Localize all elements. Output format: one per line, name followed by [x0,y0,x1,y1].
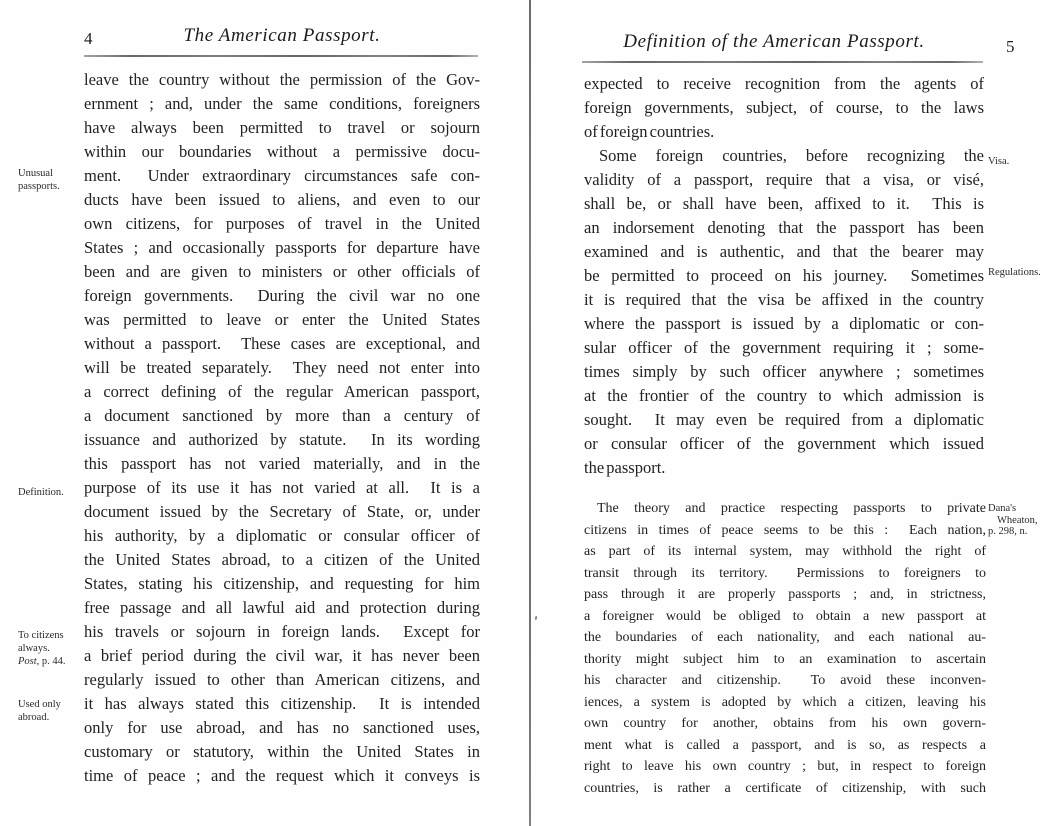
dana-note-line-1: Dana's [988,503,1017,514]
text-line: States, stating his citizenship, and requesting for him [84,574,480,593]
margin-note-definition: Definition. [18,487,64,498]
text-line: at the frontier of the country to which admission is [584,386,984,405]
text-line: his character and citizenship. To avoid these inconven- [584,673,986,688]
text-line: have always been permitted to travel or sojourn [84,118,480,137]
text-line: where the passport is issued by a diplomatic or con- [584,314,984,333]
text-line: a correct defining of the regular American passport, [84,382,480,401]
text-line: ernment ; and, under the same conditions, foreigners [84,94,480,113]
text-line: citizens in times of peace seems to be this : Each nation, [584,522,986,538]
footnote-paragraph [584,498,986,799]
text-line: it is required that the visa be affixed in the country [584,290,984,309]
body-paragraph-1 [584,72,984,144]
text-line: be permitted to proceed on his journey. Sometimes [584,266,984,285]
text-line: own country for another, obtains from his own govern- [584,716,986,731]
text-line: purpose of its use it has not varied at all. It is a [84,478,480,497]
margin-note-used-abroad: Used only abroad. [18,699,61,723]
body-paragraph-2 [584,144,984,480]
post-reference-page: , p. 44. [36,656,66,667]
text-line: his travels or sojourn in foreign lands. Except for [84,622,480,641]
text-line: expected to receive recognition from the agents of [584,74,984,93]
text-line: sought. It may even be required from a diplomatic [584,410,984,429]
text-line: his authority, by a diplomatic or consular officer of [84,526,480,545]
header-rule-left [84,55,478,57]
margin-note-dana-wheaton [988,503,1048,538]
text-line: without a passport. These cases are exceptional, and [84,334,480,353]
page-number-left: 4 [84,29,93,48]
margin-note-visa: Visa. [988,156,1010,167]
text-line: was permitted to leave or enter the United States [84,310,480,329]
text-line: the United States abroad, to a citizen of the United [84,550,480,569]
post-reference-word: Post [18,656,37,667]
text-line: ment. Under extraordinary circumstances safe con- [84,166,480,185]
text-line: a document sanctioned by more than a century of [84,406,480,425]
text-line: pass through it are properly passports ; and, in strictness, [584,587,986,602]
text-line: will be treated separately. They need not enter into [84,358,480,377]
header-rule-right [582,61,983,63]
scan-speck [535,616,538,620]
text-line: been and are given to ministers or other officials of [84,262,480,281]
text-line: time of peace ; and the request which it conveys is [84,766,480,785]
text-line: a foreigner would be obliged to obtain a new passport at [584,608,986,624]
text-line: within our boundaries without a permissive docu- [84,142,480,161]
text-line: regularly issued to other than American citizens, and [84,670,480,689]
text-line: validity of a passport, require that a visa, or visé, [584,170,984,189]
text-line: as part of its internal system, may withhold the right of [584,544,986,559]
text-line: leave the country without the permission of the Gov- [84,70,480,89]
margin-note-post-reference [18,656,80,669]
text-line: shall be, or shall have been, affixed to it. This is [584,194,984,213]
running-head-left: The American Passport. [183,25,381,46]
running-head-right: Definition of the American Passport. [623,31,925,52]
text-line: foreign governments. During the civil war no one [84,286,480,305]
text-line: States ; and occasionally passports for departure have [84,238,480,257]
text-line: customary or statutory, within the United States in [84,742,480,761]
text-line: ment what is called a passport, and is so, as respects a [584,737,986,753]
text-line: foreign governments, subject, of course, to the laws [584,98,984,117]
text-line: The theory and practice respecting passports to private [597,501,986,516]
dana-note-line-3: p. 298, n. [988,526,1028,537]
text-line: document issued by the Secretary of State, or, under [84,502,480,521]
text-line: an indorsement denoting that the passport has been [584,218,984,237]
text-line: issuance and authorized by statute. In its wording [84,430,480,449]
page-gutter-divider [529,0,531,826]
margin-note-regulations: Regulations. [988,267,1041,278]
margin-note-to-citizens: To citizens always. [18,630,64,654]
text-line: countries, is rather a certificate of citizenship, with such [584,780,986,796]
dana-note-line-2: Wheaton, [997,514,1038,526]
text-line: this passport has not varied materially, and in the [84,454,480,473]
text-line: thority might subject him to an examination to ascertain [584,651,986,667]
text-line: the boundaries of each nationality, and each national au- [584,630,986,645]
text-line: times simply by such officer anywhere ; sometimes [584,362,984,381]
text-line: free passage and all lawful aid and protection during [84,598,480,617]
text-line: Some foreign countries, before recognizing the [599,146,984,165]
text-line: of foreign countries. [584,122,715,141]
text-line: transit through its territory. Permissions to foreigners to [584,565,986,581]
page-number-right: 5 [1006,37,1015,56]
text-line: ducts have been issued to aliens, and even to our [84,190,480,209]
text-line: a brief period during the civil war, it has never been [84,646,480,665]
text-line: examined and is authentic, and that the bearer may [584,242,984,261]
text-line: iences, a system is adopted by which a citizen, leaving his [584,694,986,710]
text-line: only for use abroad, and has no sanctioned uses, [84,718,480,737]
text-line: or consular officer of the government which issued [584,434,984,453]
text-line: right to leave his own country ; but, in respect to foreign [584,759,986,774]
text-line: the passport. [584,458,666,477]
text-line: own citizens, for purposes of travel in the United [84,214,480,233]
body-text-left [84,68,480,788]
text-line: sular officer of the government requiring it ; some- [584,338,984,357]
margin-note-unusual-passports: Unusual passports. [18,168,60,192]
text-line: it has always stated this citizenship. It is intended [84,694,480,713]
